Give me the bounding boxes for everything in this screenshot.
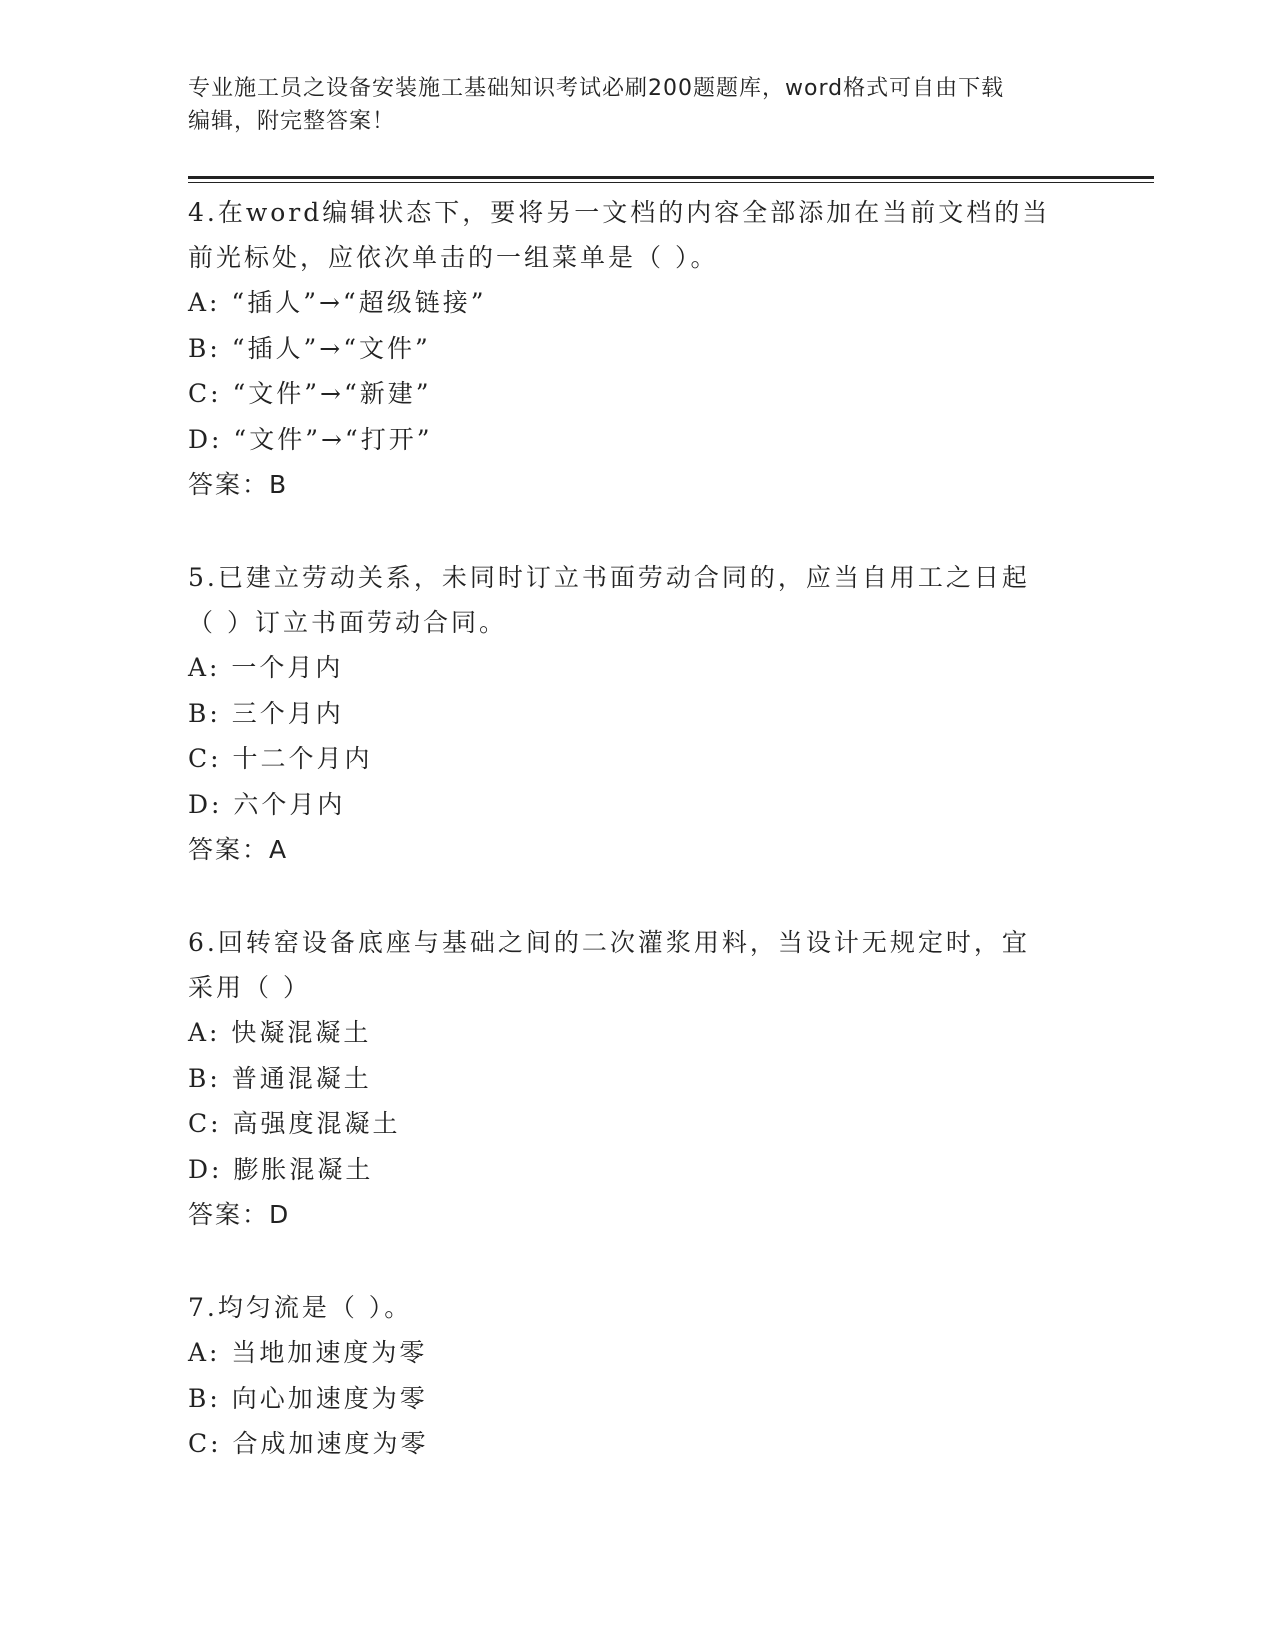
- option-b: B: “插人”→“文件”: [188, 333, 431, 363]
- option-d: D: 六个月内: [188, 789, 346, 819]
- question-7: [188, 1285, 1088, 1467]
- question-stem-line: 4.在word编辑状态下，要将另一文档的内容全部添加在当前文档的当: [188, 198, 1051, 227]
- question-stem-line: 6.回转窑设备底座与基础之间的二次灌浆用料，当设计无规定时，宜: [188, 928, 1030, 957]
- answer: 答案：B: [188, 470, 289, 499]
- header-divider-thick: [188, 176, 1154, 179]
- option-b: B: 普通混凝土: [188, 1063, 372, 1093]
- option-a: A: 快凝混凝土: [188, 1018, 372, 1047]
- option-b: B: 三个月内: [188, 698, 344, 728]
- header-line-2: 编辑，附完整答案！: [188, 109, 396, 134]
- answer: 答案：A: [188, 835, 289, 864]
- option-a: A: 一个月内: [188, 653, 344, 682]
- question-5: [188, 555, 1088, 872]
- option-a: A: 当地加速度为零: [188, 1338, 428, 1367]
- option-c: C: “文件”→“新建”: [188, 379, 432, 408]
- question-stem-line: 5.已建立劳动关系，未同时订立书面劳动合同的，应当自用工之日起: [188, 563, 1030, 592]
- header-divider-thin: [188, 182, 1154, 183]
- answer: 答案：D: [188, 1200, 291, 1229]
- header-line-1: 专业施工员之设备安装施工基础知识考试必刷200题题库，word格式可自由下载: [188, 76, 1005, 101]
- question-stem-line: 7.均匀流是（ ）。: [188, 1293, 413, 1322]
- question-4: [188, 190, 1088, 507]
- option-c: C: 合成加速度为零: [188, 1429, 429, 1458]
- document-header: [188, 72, 1068, 138]
- question-stem-line: （ ）订立书面劳动合同。: [188, 608, 507, 637]
- option-a: A: “插人”→“超级链接”: [188, 288, 487, 317]
- option-c: C: 十二个月内: [188, 744, 373, 773]
- option-d: D: “文件”→“打开”: [188, 424, 433, 454]
- option-d: D: 膨胀混凝土: [188, 1154, 374, 1184]
- question-6: [188, 920, 1088, 1237]
- question-list: [188, 190, 1088, 1515]
- question-stem-line: 前光标处，应依次单击的一组菜单是（ ）。: [188, 243, 719, 272]
- option-c: C: 高强度混凝土: [188, 1109, 401, 1138]
- question-stem-line: 采用（ ）: [188, 973, 311, 1002]
- option-b: B: 向心加速度为零: [188, 1383, 428, 1413]
